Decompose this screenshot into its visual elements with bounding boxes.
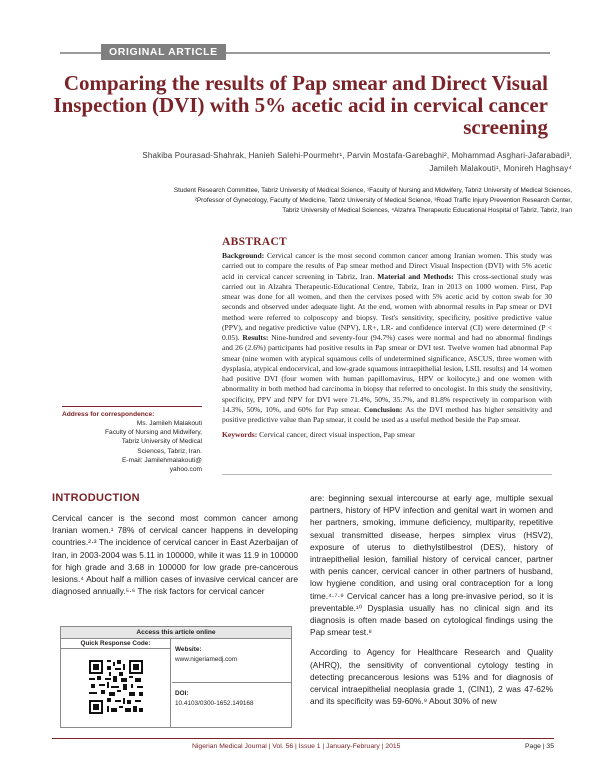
qr-label: Quick Response Code: [61, 639, 170, 649]
abstract-section [222, 236, 552, 536]
affiliation-line: ²Professor of Gynecology, Faculty of Medicine, Tabriz University of Medical Science, ³Road Traffic Injury Prevention Research Center, [194, 196, 572, 204]
article-type-banner [60, 44, 550, 60]
access-online-box [60, 626, 292, 728]
conclusion-label: Conclusion: [363, 404, 406, 414]
correspondence-line: Ms. Jamileh Malakouti [136, 420, 202, 427]
access-info [172, 639, 291, 727]
background-label: Background: [222, 251, 268, 260]
introduction-right-column [310, 492, 553, 707]
introduction-heading: INTRODUCTION [52, 492, 140, 504]
methods-label: Material and Methods: [377, 271, 457, 281]
keywords-text: Cervical cancer, direct visual inspection, Pap smear [259, 430, 415, 440]
journal-citation: Nigerian Medical Journal | Vol. 56 | Issue 1 | January-February | 2015 [192, 743, 401, 750]
qr-code-icon[interactable] [87, 658, 145, 716]
correspondence-box [62, 406, 202, 474]
affiliation-line: Student Research Committee, Tabriz University of Medical Science, ¹Faculty of Nursing and Midwifery, Tabriz University of Medical Sciences, [173, 187, 572, 194]
correspondence-heading: Address for correspondence: [62, 411, 155, 418]
introduction-left-column: Cervical cancer is the second most common cancer among Iranian women.¹ 78% of cervical cancer happens in developing countries.²·³ The incidence of cervical cancer in East Azerbaijan of Iran, in 2003-2004 was 5.11 in 100000, while it was 11.9 in 100000 for high grade and 3.68 in 100000 for low grade pre-cancerous lesions.⁴ About half a million cases of invasive cervical cancer are diagnosed annually.⁵·⁶ The risk factors for cervical cancer [52, 513, 299, 597]
author-line: Jamileh Malakouti¹, Monireh Haghsay⁴ [429, 164, 572, 173]
correspondence-line: Tabriz University of Medical [121, 438, 202, 446]
article-type-badge: ORIGINAL ARTICLE [101, 44, 226, 60]
website-link[interactable]: www.nigeriamedj.com [175, 656, 238, 663]
qr-cell [61, 639, 171, 727]
doi-label: DOI: [175, 690, 189, 697]
access-heading: Access this article online [61, 627, 291, 639]
website-row [172, 639, 291, 683]
doi-link[interactable]: 10.4103/0300-1652.149168 [175, 700, 254, 707]
methods-text: This cross-sectional study was carried out in Alzahra Therapeutic-Educational Centre, Tabriz, Iran in 2013 on 1000 women. First, Pap smear was done for all women, and then the cervixes posed with 5% acetic acid by cotton swab for 30 seconds and observed under adequate light. At the end, women with abnormal results in Pap smear or DVI method were referred to colposcopy and biopsy. Test's sensitivity, specificity, positive predictive value (PPV), and negative predictive value (NPV), LR+, LR- and confidence interval (CI) were determined (P < 0.05). [222, 271, 553, 342]
affiliations [20, 186, 572, 215]
keywords-label: Keywords: [222, 430, 260, 440]
author-line: Shakiba Pourasad-Shahrak, Hanieh Salehi-Pourmehr¹, Parvin Mostafa-Garebaghi², Mohammad Asghari-Jafarabadi³, [142, 151, 572, 160]
correspondence-address [62, 419, 202, 474]
background-text: Cervical cancer is the most second common cancer among Iranian women. This study was carried out to compare the results of Pap smear method and Direct Visual Inspection (DVI) with 5% acetic acid in cervical cancer screening in Tabriz, Iran. [222, 251, 552, 281]
paragraph: According to Agency for Healthcare Research and Quality (AHRQ), the sensitivity of conventional cytology testing in detecting precancerous lesions was 51% and for diagnosis of cervical intraepithelial neoplasia grade 1, (CIN1), 2 was 47-62% and its specificity was 59-60%.⁹ About 30% of new [310, 647, 553, 707]
article-title: Comparing the results of Pap smear and Direct Visual Inspection (DVI) with 5% acetic acid in cervical cancer screening [53, 71, 548, 139]
correspondence-email[interactable]: yahoo.com [169, 466, 202, 474]
results-label: Results: [242, 333, 272, 342]
paragraph: are: beginning sexual intercourse at early age, multiple sexual partners, history of HPV infection and genital wart in women and her partners, smoking, immune deficiency, multiparity, repetitive sexual transmitted disease, herpes simplex virus (HSV2), exposure of uterus to diethylstilbestrol (DES), history of intraepithelial lesion, familial history of cervical cancer, partner with penis cancer, cervical cancer in other partners of husband, low hygiene condition, and using oral contraception for a long time.⁴·⁷·⁹ Cervical cancer has a long pre-invasive period, so it is preventable.¹⁰ Dysplasia usually has no clinical sign and its diagnosis is often made based on cytological findings using the Pap smear test.⁸ [310, 493, 553, 638]
page-number: Page | 35 [525, 743, 554, 750]
doi-row [172, 683, 291, 727]
abstract-divider [222, 474, 552, 475]
abstract-heading: ABSTRACT [222, 236, 288, 248]
results-text: Nine-hundred and seventy-four (94.7%) cases were normal and had no abnormal findings and 26 (2.6%) participants had positive results in Pap smear or DVI test. Twelve women had abnormal Pap smear (nine women with atypical squamous cells of undetermined significance, ASCUS, three women with dysplasia, atypical endocervical, and low-grade squamous intraepithelial lesion, LSIL results) and 14 women had positive DVI (four women with human papillomavirus, HPV or koilocyte,) and one women with abnormality in both method had carcinoma in biopsy that referred to oncologist. In this study the sensitivity, specificity, PPV and NPV for DVI were 71.4%, 50%, 35.7%, and 81.8% respectively in comparison with 14.3%, 50%, 10%, and 60% for Pap smear. [222, 333, 552, 414]
author-list [20, 149, 572, 175]
website-label: Website: [175, 646, 202, 653]
correspondence-line: Sciences, Tabriz, Iran. [137, 447, 202, 455]
affiliation-line: Tabriz University of Medical Sciences, ⁴Alzahra Therapeutic Educational Hospital of Tabriz, Tabriz, Iran [282, 206, 572, 214]
correspondence-email[interactable]: E-mail: Jamilehmalakouti@ [122, 456, 202, 464]
abstract-body [222, 251, 552, 425]
keywords [222, 430, 552, 440]
correspondence-line: Faculty of Nursing and Midwifery, [105, 429, 202, 437]
footer-rule [52, 738, 554, 739]
conclusion-text: As the DVI method has higher sensitivity and positive predictive value than Pap smear, it could be used as a useful method beside the Pap smear. [222, 404, 552, 424]
